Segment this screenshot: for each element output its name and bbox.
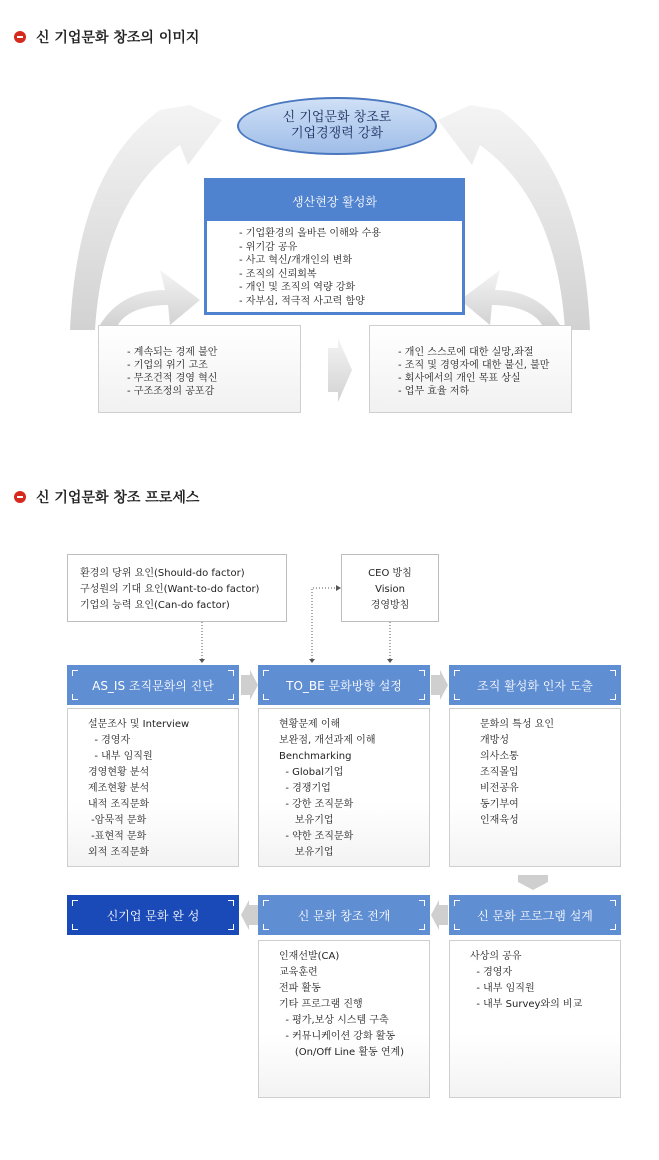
left-situation-box [98, 325, 301, 413]
list-item: - 커뮤니케이션 강화 활동 [279, 1031, 396, 1042]
as-is-bar: AS_IS 조직문화의 진단 [67, 665, 239, 705]
list-item: - 평가,보상 시스템 구축 [279, 1015, 389, 1026]
factors-box [67, 554, 287, 622]
complete-bar: 신기업 문화 완 성 [67, 895, 239, 935]
ceo-item: 경영방침 [370, 600, 410, 611]
to-be-list [258, 708, 430, 867]
list-item: 보유기업 [279, 815, 334, 826]
list-item: 비전공유 [480, 783, 519, 794]
section1-heading: 신 기업문화 창조의 이미지 [14, 27, 199, 47]
list-item: - 계속되는 경제 불안 [127, 347, 218, 358]
list-item: - 조직의 신뢰회복 [239, 268, 317, 280]
factor-item: 환경의 당위 요인(Should-do factor) [80, 568, 245, 579]
list-item: 내적 조직문화 [88, 799, 150, 810]
design-list [449, 940, 621, 1098]
factors-derive-list [449, 708, 621, 867]
list-item: - 내부 Survey와의 비교 [470, 999, 583, 1010]
middle-right-arrow [328, 338, 352, 402]
list-item: - 기업의 위기 고조 [127, 360, 208, 371]
list-item: 기타 프로그램 진행 [279, 999, 363, 1010]
center-heading: 생산현장 활성화 [207, 181, 462, 221]
ceo-box [341, 554, 439, 622]
design-bar: 신 문화 프로그램 설계 [449, 895, 621, 935]
list-item: - 조직 및 경영자에 대한 불신, 불만 [398, 360, 550, 371]
list-item: 인재선발(CA) [279, 951, 340, 962]
list-item: - 기업환경의 올바른 이해와 수용 [239, 228, 381, 239]
to-be-bar: TO_BE 문화방향 설정 [258, 665, 430, 705]
list-item: 보완점, 개선과제 이해 [279, 735, 376, 746]
list-item: - 구조조정의 공포감 [127, 386, 215, 397]
ceo-item: Vision [375, 584, 405, 595]
list-item: 의사소통 [480, 751, 519, 762]
list-item: - 약한 조직문화 [279, 831, 354, 842]
left-up-arrow [100, 270, 200, 325]
list-item: - 경영자 [88, 735, 131, 746]
list-item: 조직몰입 [480, 767, 519, 778]
factors-derive-bar: 조직 활성화 인자 도출 [449, 665, 621, 705]
list-item: - 경쟁기업 [279, 783, 331, 794]
list-item: - 경영자 [470, 967, 513, 978]
list-item: 외적 조직문화 [88, 847, 150, 858]
factor-item: 기업의 능력 요인(Can-do factor) [80, 600, 230, 611]
list-item: 교육훈련 [279, 967, 318, 978]
list-item: 경영현황 분석 [88, 767, 150, 778]
list-item: - 내부 임직원 [88, 751, 153, 762]
list-item: 인재육성 [480, 815, 519, 826]
list-item: (On/Off Line 활동 연계) [279, 1047, 405, 1058]
right-situation-box [369, 325, 572, 413]
list-item: 전파 활동 [279, 983, 321, 994]
list-item: 현황문제 이해 [279, 719, 341, 730]
section2-heading: 신 기업문화 창조 프로세스 [14, 487, 199, 507]
list-item: - 내부 임직원 [470, 983, 535, 994]
list-item: - Global기업 [279, 767, 344, 778]
list-item: 제조현황 분석 [88, 783, 150, 794]
list-item: - 개인 및 조직의 역량 강화 [239, 282, 356, 293]
list-item: 사상의 공유 [470, 951, 522, 962]
goal-oval: 신 기업문화 창조로 기업경쟁력 강화 [237, 97, 437, 155]
list-item: 동기부여 [480, 799, 519, 810]
list-item: - 강한 조직문화 [279, 799, 354, 810]
list-item: Benchmarking [279, 751, 352, 762]
list-item: -암묵적 문화 [88, 815, 147, 826]
ceo-item: CEO 방침 [368, 568, 412, 579]
list-item: 문화의 특성 요인 [480, 719, 554, 730]
as-is-list [67, 708, 239, 867]
list-item: 보유기업 [279, 847, 334, 858]
factor-item: 구성원의 기대 요인(Want-to-do factor) [80, 584, 260, 595]
list-item: - 회사에서의 개인 목표 상실 [398, 373, 521, 384]
center-box [204, 178, 465, 315]
deploy-list [258, 940, 430, 1098]
list-item: - 무조건적 경영 혁신 [127, 373, 218, 384]
list-item: 개방성 [480, 735, 509, 746]
list-item: - 사고 혁신/개개인의 변화 [239, 255, 353, 266]
list-item: 설문조사 및 Interview [88, 719, 190, 730]
list-item: - 개인 스스로에 대한 실망,좌절 [398, 347, 534, 358]
list-item: - 위기감 공유 [239, 241, 298, 253]
bullet-icon [14, 491, 26, 503]
center-list [207, 221, 462, 308]
list-item: -표현적 문화 [88, 831, 147, 842]
list-item: - 자부심, 적극적 사고력 함양 [239, 295, 365, 307]
list-item: - 업무 효율 저하 [398, 386, 470, 397]
deploy-bar: 신 문화 창조 전개 [258, 895, 430, 935]
right-up-arrow [460, 270, 560, 325]
